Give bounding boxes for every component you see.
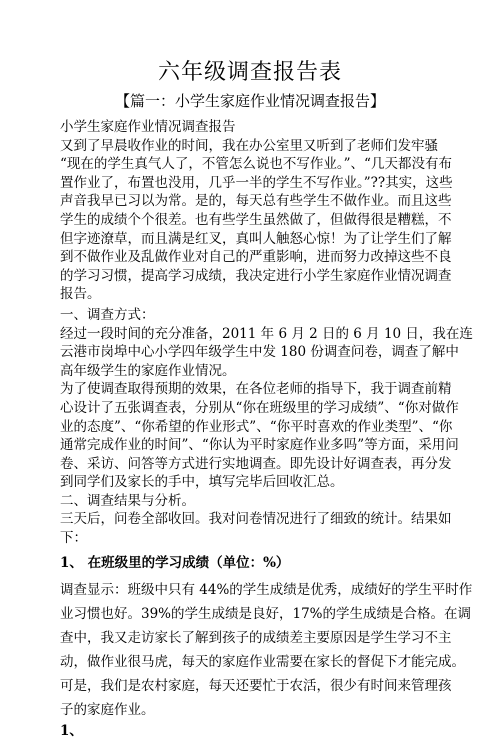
paragraph-line: 到不做作业及乱做作业对自己的严重影响，进而努力改掉这些不良 <box>60 249 452 266</box>
paragraph-line: 业的态度”、“你希望的作业形式”、“你平时喜欢的作业类型”、“你 <box>60 418 453 435</box>
paragraph-line: 通常完成作业的时间”、“你认为平时家庭作业多吗”等方面，采用问 <box>60 437 459 454</box>
paragraph-line: 为了使调查取得预期的效果，在各位老师的指导下，我于调查前精 <box>60 381 452 398</box>
document-body <box>60 118 473 741</box>
section-heading: 一、调查方式： <box>60 306 155 323</box>
paragraph-line: “现在的学生真气人了，不管怎么说也不写作业。”、“几天都没有布 <box>60 156 452 173</box>
list-item-heading: 1、 在班级里的学习成绩（单位：%） <box>60 554 290 571</box>
paragraph-line: 置作业了，布置也没用，几乎一半的学生不写作业。”??其实，这些 <box>60 174 453 191</box>
paragraph-line: 调查显示：班级中只有 44%的学生成绩是优秀，成绩好的学生平时作 <box>60 582 473 599</box>
paragraph-line: 云港市岗埠中心小学四年级学生中发 180 份调查问卷，调查了解中 <box>60 344 459 361</box>
paragraph-line: 卷、采访、问答等方式进行实地调查。即先设计好调查表，再分发 <box>60 455 452 472</box>
paragraph-line: 学生的成绩个个很差。也有些学生虽然做了，但做得很是糟糕，不 <box>60 211 452 228</box>
paragraph-line: 但字迹潦草，而且满是红叉，真叫人触怒心惊！为了让学生们了解 <box>60 230 452 247</box>
paragraph-line: 三天后，问卷全部收回。我对问卷情况进行了细致的统计。结果如 <box>60 511 452 528</box>
paragraph-line: 又到了早晨收作业的时间，我在办公室里又听到了老师们发牢骚 <box>60 137 438 154</box>
paragraph-line: 下： <box>60 530 87 547</box>
paragraph-line: 经过一段时间的充分准备，2011 年 6 月 2 日的 6 月 10 日，我在连 <box>60 325 473 342</box>
paragraph-line: 到同学们及家长的手中，填写完毕后回收汇总。 <box>60 474 344 491</box>
paragraph-line: 可是，我们是农村家庭，每天还要忙于农活，很少有时间来管理孩 <box>60 678 452 695</box>
document-title: 六年级调查报告表 <box>157 60 342 85</box>
paragraph-line: 心设计了五张调查表，分别从“你在班级里的学习成绩”、“你对做作 <box>60 399 459 416</box>
paragraph-line: 报告。 <box>60 286 101 303</box>
paragraph-line: 业习惯也好。39%的学生成绩是良好，17%的学生成绩是合格。在调 <box>60 606 472 623</box>
paragraph-line: 高年级学生的家庭作业情况。 <box>60 362 236 379</box>
document-subtitle: 【篇一：小学生家庭作业情况调查报告】 <box>114 92 385 110</box>
paragraph-line: 查中，我又走访家长了解到孩子的成绩差主要原因是学生学习不主 <box>60 630 452 647</box>
section-heading: 二、调查结果与分析。 <box>60 492 195 509</box>
list-item-heading: 1、 <box>60 723 83 740</box>
paragraph-line: 动，做作业很马虎，每天的家庭作业需要在家长的督促下才能完成。 <box>60 654 465 671</box>
paragraph-line: 声音我早已习以为常。是的，每天总有些学生不做作业。而且这些 <box>60 193 452 210</box>
paragraph-line: 的学习习惯，提高学习成绩，我决定进行小学生家庭作业情况调查 <box>60 267 452 284</box>
paragraph-line: 子的家庭作业。 <box>60 702 155 719</box>
report-heading: 小学生家庭作业情况调查报告 <box>60 119 236 135</box>
